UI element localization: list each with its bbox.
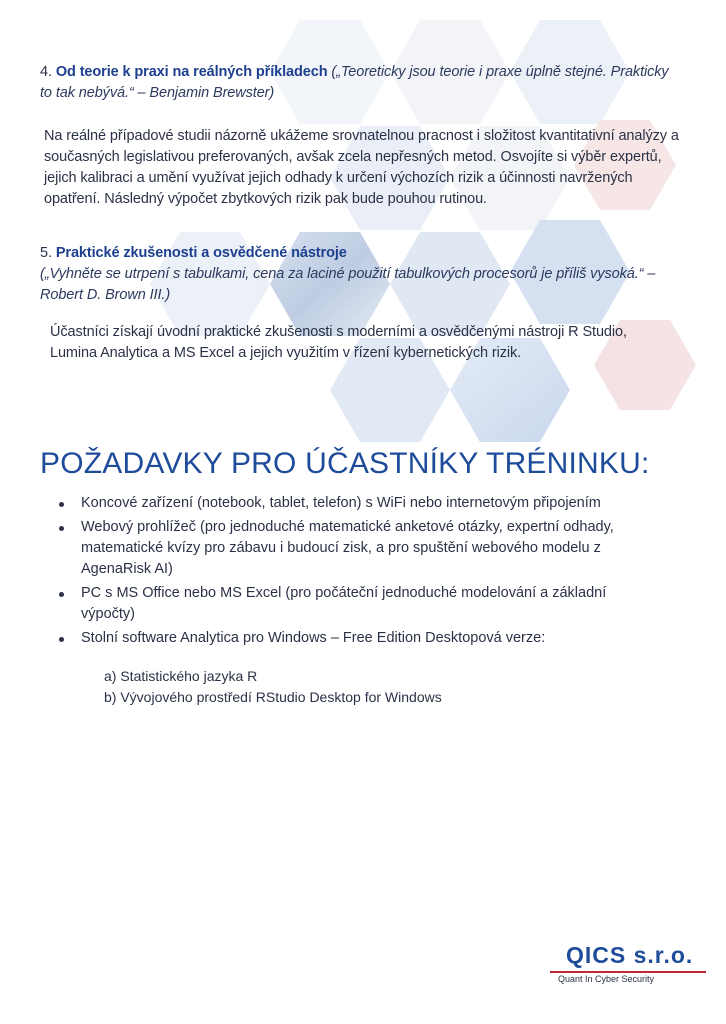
bullet-icon [59, 637, 64, 642]
list-item [0, 583, 641, 625]
sublist-item: a) Statistického jazyka R [104, 668, 258, 684]
section-4-quote: („Teoreticky jsou teorie i praxe úplně stejné. Prakticky to tak nebývá.“ – Benjamin Brewster) [40, 64, 669, 101]
bullet-icon [59, 526, 64, 531]
section-4-number: 4. [40, 64, 52, 80]
section-4-heading [40, 62, 680, 104]
list-item [0, 517, 641, 580]
list-item-text: Webový prohlížeč (pro jednoduché matematické anketové otázky, expertní odhady, matematické kvízy pro zábavu i budoucí zisk, a pro spuštění webového modelu z AgenaRisk AI) [81, 519, 614, 577]
sublist-item: b) Vývojového prostředí RStudio Desktop for Windows [104, 689, 442, 705]
requirements-heading: POŽADAVKY PRO ÚČASTNÍKY TRÉNINKU: [40, 447, 650, 480]
section-5-heading [40, 243, 690, 306]
list-item [0, 493, 641, 514]
bullet-icon [59, 592, 64, 597]
section-5-title: Praktické zkušenosti a osvědčené nástroje [55, 245, 347, 261]
requirements-list [0, 493, 690, 652]
section-4-title: Od teorie k praxi na reálných příkladech [55, 64, 328, 80]
section-4-paragraph: Na reálné případové studii názorně ukážeme srovnatelnou pracnost i složitost kvantitativní analýzy a současných legislativou preferovaných, avšak zcela nepřesných metod. Osvojíte si výběr expertů, jejich kalibraci a umění využívat jejich odhady k určení výchozích rizik a účinnosti navržených opatření. Následný výpočet zbytkových rizik pak bude pouhou rutinou. [44, 128, 679, 207]
logo-name: QICS s.r.o. [566, 942, 694, 968]
list-item [0, 628, 641, 649]
logo-underline [550, 971, 706, 973]
software-sublist [104, 666, 442, 708]
list-item-text: Koncové zařízení (notebook, tablet, telefon) s WiFi nebo internetovým připojením [81, 495, 601, 511]
section-5-number: 5. [40, 245, 52, 261]
list-item-text: PC s MS Office nebo MS Excel (pro počáteční jednoduché modelování a základní výpočty) [81, 585, 607, 622]
section-5-quote: („Vyhněte se utrpení s tabulkami, cena za laciné použití tabulkových procesorů je příliš vysoká.“ – Robert D. Brown III.) [40, 266, 656, 303]
logo-tagline: Quant In Cyber Security [558, 974, 655, 984]
bullet-icon [59, 502, 64, 507]
company-logo [550, 942, 710, 984]
list-item-text: Stolní software Analytica pro Windows – Free Edition Desktopová verze: [81, 630, 546, 646]
section-5-paragraph: Účastníci získají úvodní praktické zkušenosti s moderními a osvědčenými nástroji R Studio, Lumina Analytica a MS Excel a jejich využitím v řízení kybernetických rizik. [50, 324, 627, 361]
